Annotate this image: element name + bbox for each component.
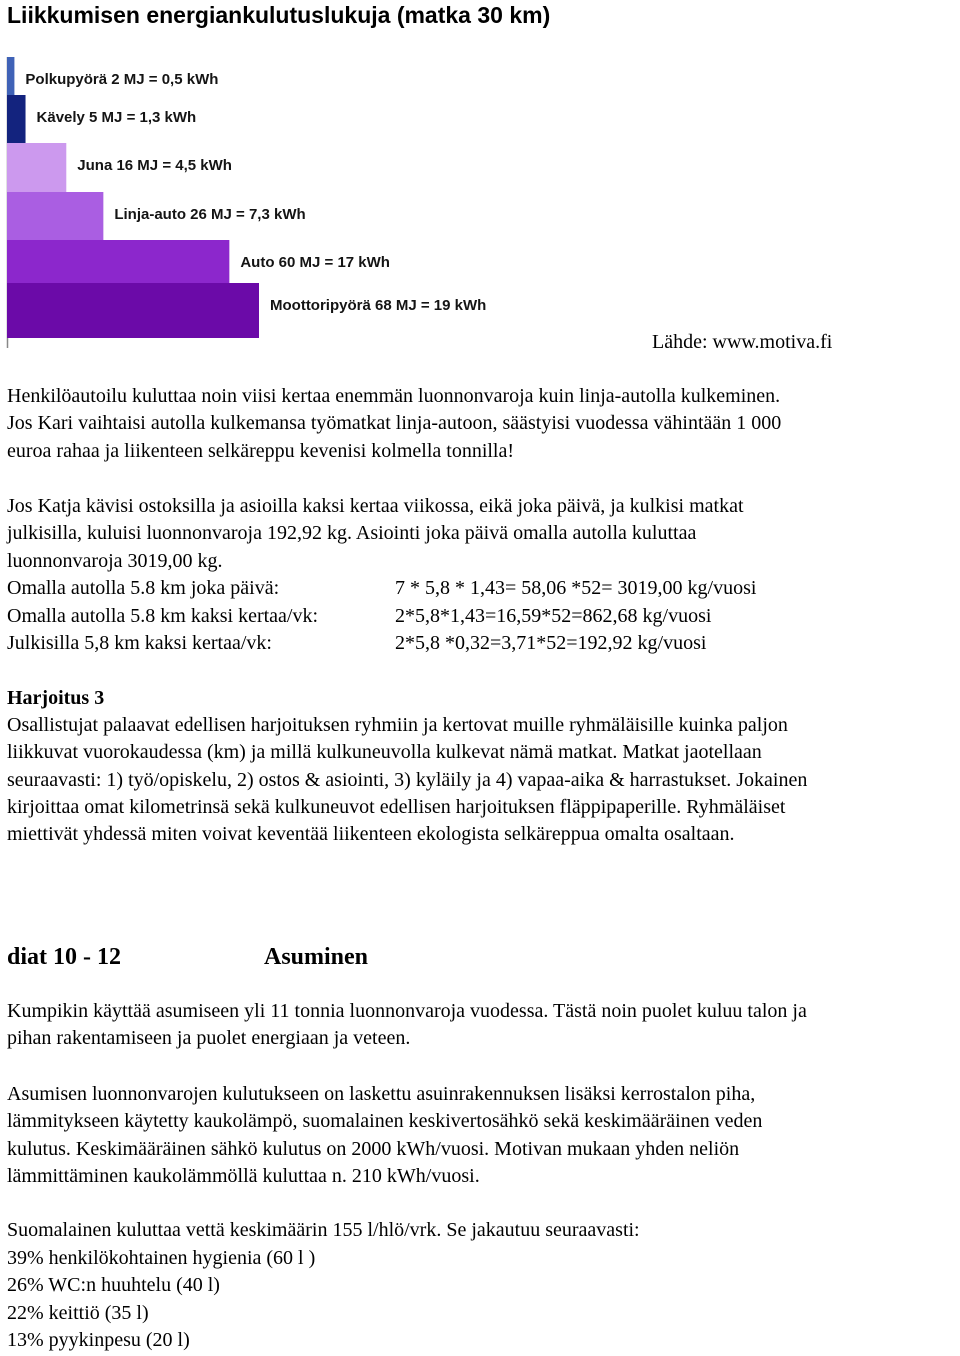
text-line: miettivät yhdessä miten voivat keventää liikenteen ekologista selkäreppua omalta osaltaan. (7, 823, 735, 846)
water-item: 39% henkilökohtainen hygienia (60 l ) (7, 1247, 316, 1269)
calc-label: Omalla autolla 5.8 km joka päivä: (7, 577, 280, 599)
bar-juna (7, 143, 66, 192)
bar-label: Juna 16 MJ = 4,5 kWh (77, 157, 232, 174)
text-line: Asumisen luonnonvarojen kulutukseen on laskettu asuinrakennuksen lisäksi kerrostalon piha, (7, 1083, 756, 1105)
text-line: Jos Kari vaihtaisi autolla kulkemansa työmatkat linja-autoon, säästyisi vuodessa vähintään 1 000 (7, 412, 782, 435)
paragraph-katja-shopping (7, 493, 959, 575)
text-line: lämmittäminen kaukolämmöllä kuluttaa n. 210 kWh/vuosi. (7, 1164, 480, 1187)
calc-row (7, 603, 711, 630)
calc-label: Omalla autolla 5.8 km kaksi kertaa/vk: (7, 605, 319, 627)
water-item: 22% keittiö (35 l) (7, 1302, 149, 1324)
calc-value: 7 * 5,8 * 1,43= 58,06 *52= 3019,00 kg/vuosi (395, 577, 757, 599)
text-line: kirjoittaa omat kilometrinsä sekä kulkuneuvot edellisen harjoituksen fläppipaperille. Ryhmäläiset (7, 795, 786, 818)
calc-row (7, 575, 756, 602)
exercise-text (7, 712, 959, 848)
chart-source: Lähde: www.motiva.fi (652, 331, 833, 353)
water-item: 13% pyykinpesu (20 l) (7, 1329, 190, 1351)
exercise-heading: Harjoitus 3 (7, 687, 105, 709)
text-line: euroa rahaa ja liikenteen selkäreppu kevenisi kolmella tonnilla! (7, 439, 515, 462)
bar-label: Kävely 5 MJ = 1,3 kWh (36, 109, 197, 126)
bar-moottoripyörä (7, 283, 259, 338)
water-item: 26% WC:n huuhtelu (40 l) (7, 1274, 220, 1296)
text-line: julkisilla, kuluisi luonnonvaroja 192,92 kg. Asiointi joka päivä omalla autolla kuluttaa (7, 522, 697, 545)
text-line: liikkuvat vuorokaudessa (km) ja millä kulkuneuvolla kulkevat nämä matkat. Matkat jaotellaan (7, 741, 762, 764)
bar-label: Polkupyörä 2 MJ = 0,5 kWh (25, 71, 219, 88)
bar-label: Auto 60 MJ = 17 kWh (240, 254, 390, 271)
calc-value: 2*5,8 *0,32=3,71*52=192,92 kg/vuosi (395, 632, 707, 654)
bar-auto (7, 240, 229, 283)
text-line: pihan rakentamiseen ja puolet energiaan ja veteen. (7, 1027, 411, 1050)
text-line: Henkilöautoilu kuluttaa noin viisi kertaa enemmän luonnonvaroja kuin linja-autolla kulkeminen. (7, 385, 781, 407)
housing-paragraph-2 (7, 1081, 959, 1190)
bar-linja-auto (7, 192, 103, 240)
text-line: Jos Katja kävisi ostoksilla ja asioilla kaksi kertaa viikossa, eikä joka päivä, ja kulkisi matkat (7, 495, 744, 517)
bar-polkupyörä (7, 57, 14, 95)
bar-label: Moottoripyörä 68 MJ = 19 kWh (270, 297, 487, 314)
water-intro: Suomalainen kuluttaa vettä keskimäärin 155 l/hlö/vrk. Se jakautuu seuraavasti: (7, 1219, 640, 1241)
paragraph-car-vs-bus (7, 383, 959, 465)
page-title: Liikkumisen energiankulutuslukuja (matka 30 km) (7, 2, 551, 28)
section-slides: diat 10 - 12 (7, 944, 121, 970)
text-line: Osallistujat palaavat edellisen harjoituksen ryhmiin ja kertovat muille ryhmäläisille kuinka paljon (7, 714, 788, 736)
calc-row (7, 630, 706, 657)
text-line: Kumpikin käyttää asumiseen yli 11 tonnia luonnonvaroja vuodessa. Tästä noin puolet kuluu talon ja (7, 1000, 807, 1022)
text-line: kulutus. Keskimääräinen sähkö kulutus on 2000 kWh/vuosi. Motivan mukaan yhden neliön (7, 1137, 740, 1160)
section-title: Asuminen (264, 944, 369, 970)
text-line: lämmitykseen käytetty kaukolämpö, suomalainen keskivertosähkö sekä keskimääräinen veden (7, 1110, 763, 1133)
text-line: luonnonvaroja 3019,00 kg. (7, 549, 223, 572)
housing-paragraph-1 (7, 998, 959, 1053)
bar-kävely (7, 95, 26, 143)
bar-label: Linja-auto 26 MJ = 7,3 kWh (114, 206, 306, 223)
calc-value: 2*5,8*1,43=16,59*52=862,68 kg/vuosi (395, 605, 712, 627)
energy-bar-chart (0, 52, 560, 352)
text-line: seuraavasti: 1) työ/opiskelu, 2) ostos & asiointi, 3) kyläily ja 4) vapaa-aika & harrastukset. Jokainen (7, 768, 808, 791)
calc-label: Julkisilla 5,8 km kaksi kertaa/vk: (7, 632, 272, 654)
